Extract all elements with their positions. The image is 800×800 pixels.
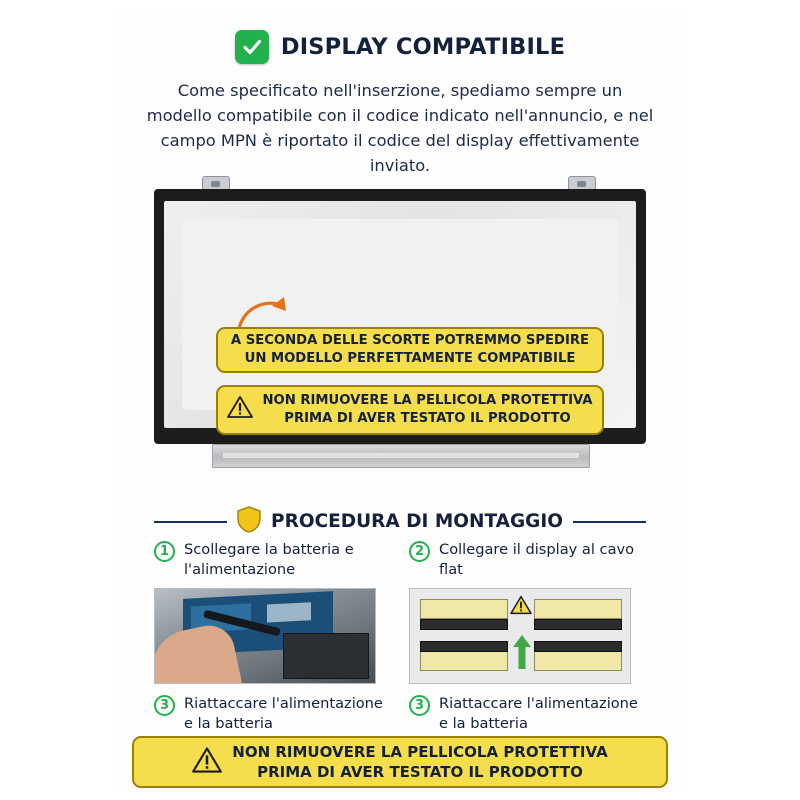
bottom-warning-line2: PRIMA DI AVER TESTATO IL PRODOTTO xyxy=(257,763,583,781)
panel-bottom-bar xyxy=(212,444,590,468)
step-item xyxy=(409,540,646,580)
film-warning-box xyxy=(216,385,604,435)
procedure-title: PROCEDURA DI MONTAGGIO xyxy=(271,511,563,532)
divider-left xyxy=(154,521,227,523)
divider-right xyxy=(573,521,646,523)
shield-icon xyxy=(237,506,261,537)
cable-bottom-right xyxy=(534,641,622,652)
step-item xyxy=(154,694,391,734)
info-card xyxy=(118,8,682,792)
procedure-column-right xyxy=(409,540,646,742)
step-label: Collegare il display al cavo flat xyxy=(439,541,635,578)
connector-bottom-right xyxy=(534,651,622,671)
warning-triangle-icon xyxy=(510,595,532,619)
connector-bottom-left xyxy=(420,651,508,671)
panel-glass xyxy=(164,201,636,428)
page-title: DISPLAY COMPATIBILE xyxy=(280,34,566,60)
compatibility-notice-box xyxy=(216,327,604,373)
connector-top-left xyxy=(420,599,508,619)
step-number: 3 xyxy=(154,695,175,716)
connector-top-right xyxy=(534,599,622,619)
procedure-steps xyxy=(154,540,646,742)
compatibility-notice-line1: A SECONDA DELLE SCORTE POTREMMO SPEDIRE xyxy=(230,333,590,348)
film-warning-line2: PRIMA DI AVER TESTATO IL PRODOTTO xyxy=(284,411,571,426)
display-panel-illustration xyxy=(154,176,646,496)
bottom-warning-line1: NON RIMUOVERE LA PELLICOLA PROTETTIVA xyxy=(232,743,608,761)
up-arrow-icon xyxy=(513,635,531,673)
cable-top-left xyxy=(420,619,508,630)
step-label: Riattaccare l'alimentazione e la batteria xyxy=(439,695,638,732)
cable-top-right xyxy=(534,619,622,630)
compatibility-notice-line2: UN MODELLO PERFETTAMENTE COMPATIBILE xyxy=(244,351,576,366)
film-warning-line1: NON RIMUOVERE LA PELLICOLA PROTETTIVA xyxy=(262,393,593,408)
check-icon xyxy=(235,30,269,64)
header xyxy=(118,30,682,64)
flat-cable-connector-photo xyxy=(409,588,631,684)
procedure-column-left xyxy=(154,540,391,742)
compatibility-notice-text xyxy=(231,332,589,368)
step-number: 3 xyxy=(409,695,430,716)
warning-triangle-icon xyxy=(227,395,253,425)
intro-text: Come specificato nell'inserzione, spediamo sempre un modello compatibile con il codice indicato nell'annuncio, e nel campo MPN è riportato il codice del display effettivamente inviato. xyxy=(146,81,654,175)
step-label: Riattaccare l'alimentazione e la batteria xyxy=(184,695,383,732)
cable-bottom-left xyxy=(420,641,508,652)
warning-triangle-icon xyxy=(192,746,222,779)
step-item xyxy=(154,540,391,580)
film-warning-text xyxy=(262,392,592,428)
battery-area xyxy=(283,633,369,679)
step-label: Scollegare la batteria e l'alimentazione xyxy=(184,541,354,578)
step-item xyxy=(409,694,646,734)
bottom-warning-text xyxy=(232,742,607,782)
bottom-warning-banner xyxy=(132,736,668,788)
laptop-internals-photo xyxy=(154,588,376,684)
step-number: 1 xyxy=(154,541,175,562)
panel-bezel xyxy=(154,189,646,444)
step-number: 2 xyxy=(409,541,430,562)
procedure-header xyxy=(154,506,646,537)
